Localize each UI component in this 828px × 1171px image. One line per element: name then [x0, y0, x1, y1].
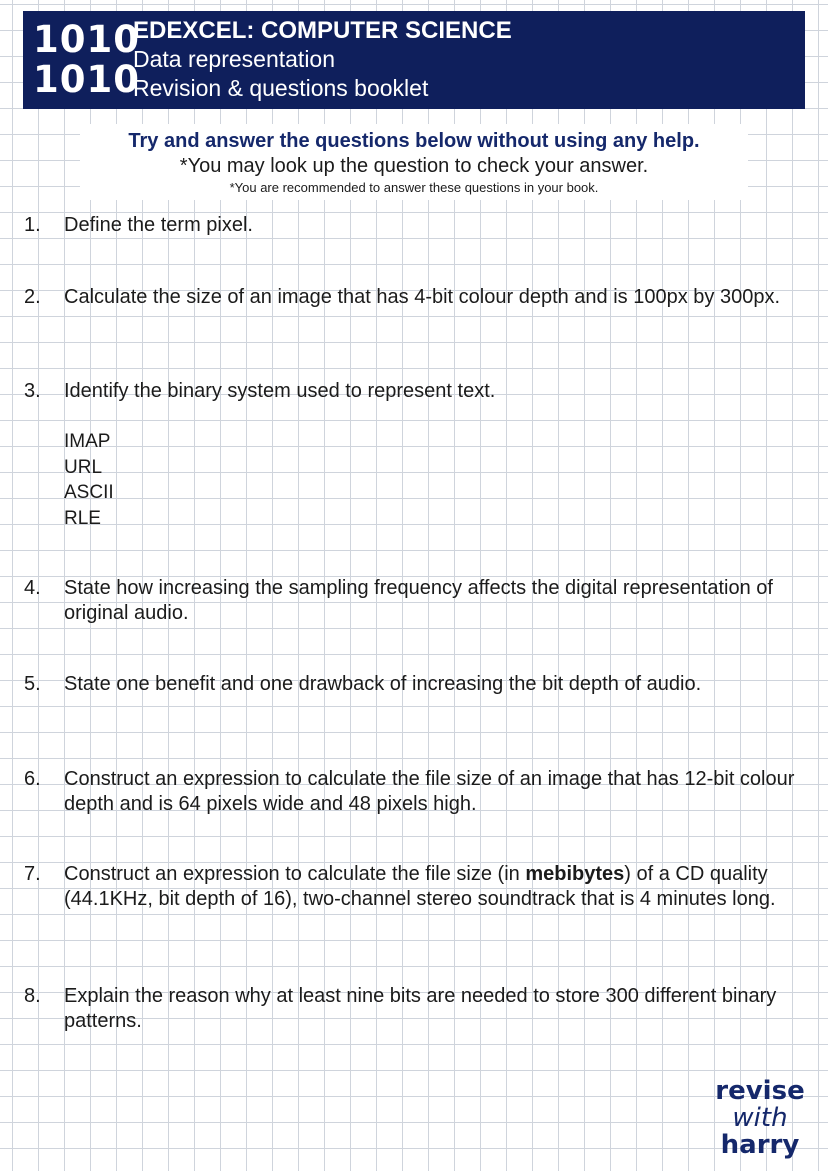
question-number: 6.	[24, 768, 41, 790]
question-text: Calculate the size of an image that has 4-bit colour depth and is 100px by 300px.	[64, 286, 781, 308]
brand-line-1: revise	[715, 1076, 805, 1106]
question-number: 4.	[24, 577, 41, 599]
question-text: State how increasing the sampling frequency affects the digital representation of original audio.	[64, 577, 773, 624]
instruction-main: Try and answer the questions below without using any help.	[128, 130, 700, 152]
header-subtitle: Data representation	[133, 46, 336, 72]
question-number: 3.	[24, 380, 41, 402]
header-banner	[23, 11, 805, 109]
logo-line-2: 1010	[33, 58, 140, 101]
instruction-note: *You may look up the question to check your answer.	[179, 155, 649, 177]
option-imap: IMAP	[64, 431, 111, 452]
question-text: Identify the binary system used to represent text.	[64, 380, 496, 402]
logo-line-1: 1010	[33, 18, 140, 61]
brand-logo	[712, 1078, 808, 1159]
binary-logo	[33, 18, 140, 101]
question-text	[64, 862, 804, 912]
answer-options	[64, 429, 114, 531]
question-text-end: ) of a CD quality (44.1KHz, bit depth of 16), two-channel stereo soundtrack that is 4 minutes long.	[64, 863, 776, 910]
question-number: 2.	[24, 286, 41, 308]
question-number: 8.	[24, 985, 41, 1007]
question-number: 1.	[24, 214, 41, 236]
instruction-recommendation: *You are recommended to answer these questions in your book.	[229, 180, 599, 195]
brand-line-3: harry	[720, 1130, 800, 1160]
option-ascii: ASCII	[64, 482, 114, 503]
question-text-start: Construct an expression to calculate the file size (in	[64, 863, 526, 885]
question-text-bold: mebibytes	[525, 863, 625, 885]
question-text: State one benefit and one drawback of increasing the bit depth of audio.	[64, 673, 702, 695]
header-title: EDEXCEL: COMPUTER SCIENCE	[133, 17, 512, 44]
question-text: Define the term pixel.	[64, 214, 253, 236]
option-url: URL	[64, 456, 103, 478]
question-number: 5.	[24, 673, 41, 695]
brand-line-2: with	[732, 1103, 788, 1133]
question-text: Construct an expression to calculate the file size of an image that has 12-bit colour depth and is 64 pixels wide and 48 pixels high.	[64, 768, 795, 815]
header-subtitle-2: Revision & questions booklet	[133, 75, 429, 101]
option-rle: RLE	[64, 507, 101, 529]
question-number: 7.	[24, 863, 41, 885]
instructions-box	[80, 124, 748, 200]
question-text: Explain the reason why at least nine bits are needed to store 300 different binary patterns.	[64, 985, 777, 1032]
